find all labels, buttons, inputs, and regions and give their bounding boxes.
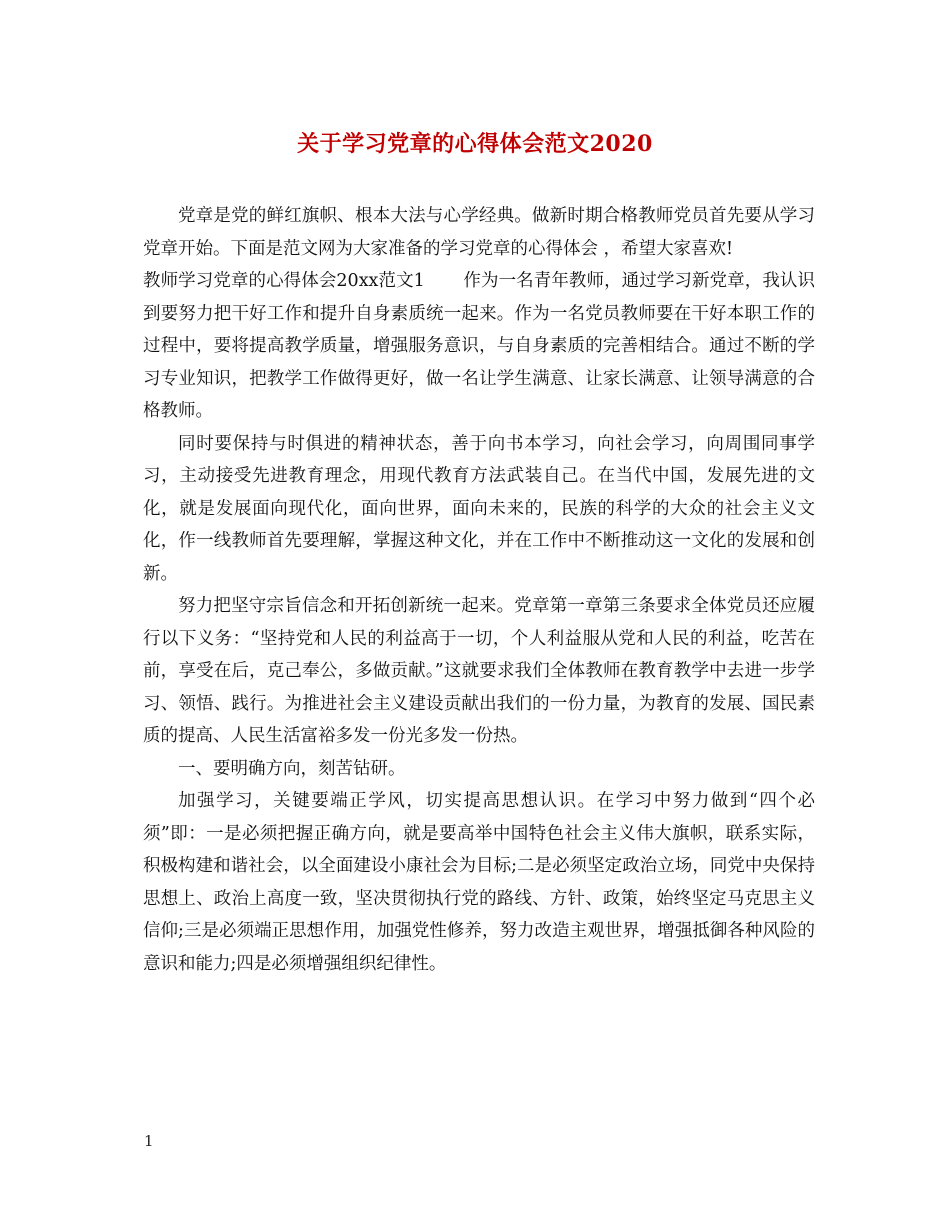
paragraph-5: 加强学习，关键要端正学风，切实提高思想认识。在学习中努力做到“四个必须”即：一是必须把握正确方向，就是要高举中国特色社会主义伟大旗帜，联系实际，积极构建和谐社会，以全面建设小康社会为目标;二是必须坚定政治立场，同党中央保持思想上、政治上高度一致，坚决贯彻执行党的路线、方针、政策，始终坚定马克思主义信仰;三是必须端正思想作用，加强党性修养，努力改造主观世界，增强抵御各种风险的意识和能力;四是必须增强组织纪律性。 (143, 791, 815, 974)
paragraph-section1 (143, 265, 815, 428)
document-body (143, 200, 815, 980)
paragraph-4-heading: 一、要明确方向，刻苦钻研。 (178, 758, 406, 779)
section-heading: 教师学习党章的心得体会20xx范文1 (143, 271, 425, 291)
paragraph-intro: 党章是党的鲜红旗帜、根本大法与心学经典。做新时期合格教师党员首先要从学习党章开始。下面是范文网为大家准备的学习党章的心得体会 ，希望大家喜欢! (143, 206, 815, 259)
section1-text: 作为一名青年教师，通过学习新党章，我认识到要努力把干好工作和提升自身素质统一起来。作为一名党员教师要在干好本职工作的过程中，要将提高教学质量，增强服务意识，与自身素质的完善相结合。通过不断的学习专业知识，把教学工作做得更好，做一名让学生满意、让家长满意、让领导满意的合格教师。 (143, 271, 816, 421)
paragraph-3: 努力把坚守宗旨信念和开拓创新统一起来。党章第一章第三条要求全体党员还应履行以下义务：“坚持党和人民的利益高于一切，个人利益服从党和人民的利益，吃苦在前，享受在后，克己奉公，多做贡献。”这就要求我们全体教师在教育教学中去进一步学习、领悟、践行。为推进社会主义建设贡献出我们的一份力量，为教育的发展、国民素质的提高、人民生活富裕多发一份光多发一份热。 (143, 596, 815, 746)
document-title: 关于学习党章的心得体会范文2020 (297, 131, 653, 157)
page-number: 1 (144, 1132, 154, 1150)
paragraph-2: 同时要保持与时俱进的精神状态，善于向书本学习，向社会学习，向周围同事学习，主动接受先进教育理念，用现代教育方法武装自己。在当代中国，发展先进的文化，就是发展面向现代化，面向世界，面向未来的，民族的科学的大众的社会主义文化，作一线教师首先要理解，掌握这种文化，并在工作中不断推动这一文化的发展和创新。 (143, 433, 815, 584)
